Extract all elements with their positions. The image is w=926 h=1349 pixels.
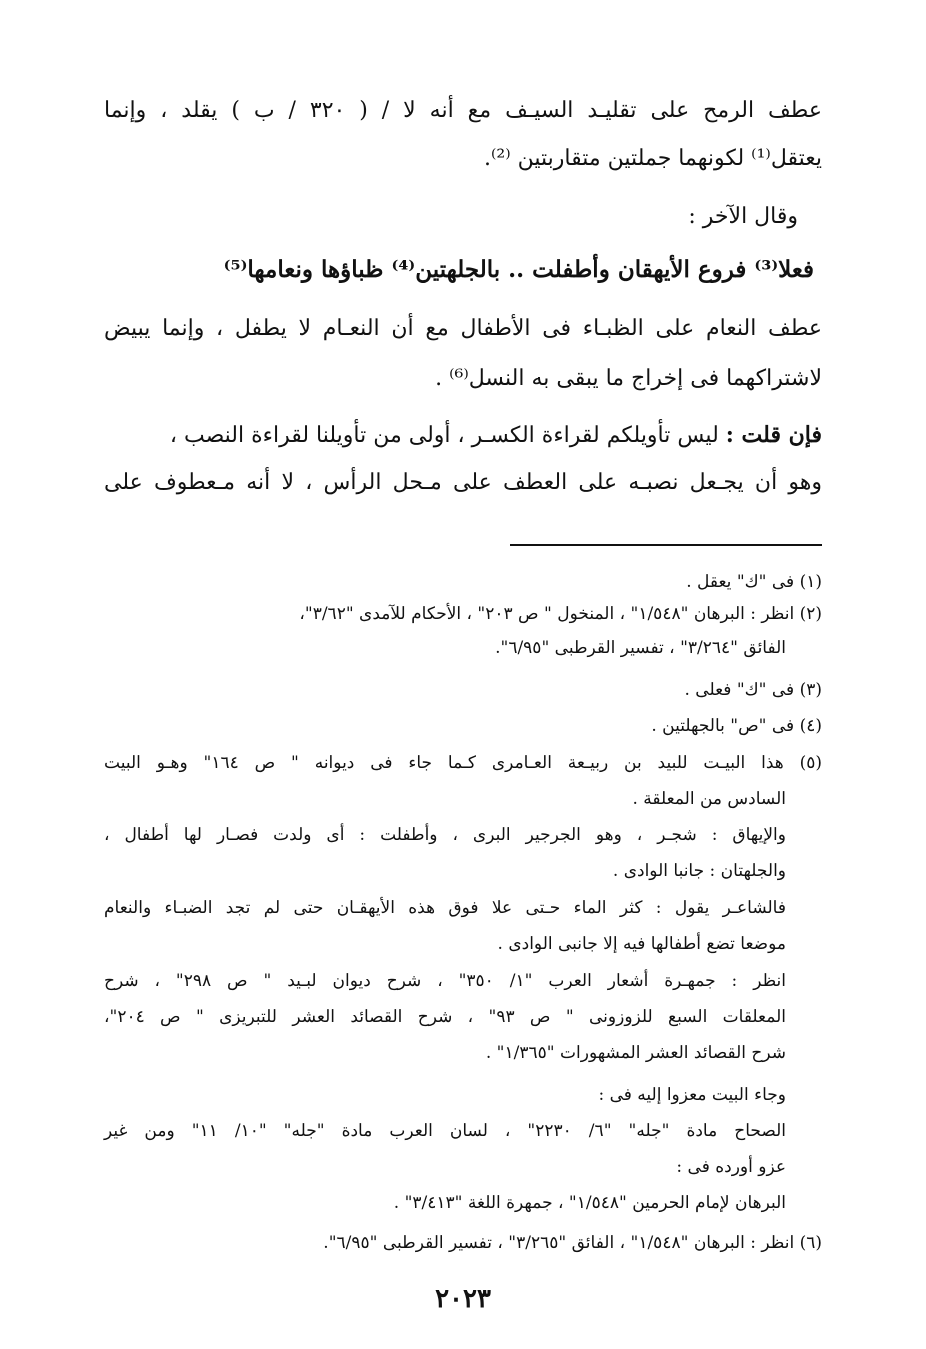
footnote-line: موضعا تضع أطفالها فيه إلا جانبى الوادى .: [497, 934, 786, 954]
body-line: يعتقل⁽¹⁾ لكونهما جملتين متقاربتين ⁽²⁾.: [484, 146, 822, 171]
footnote-line: الفائق "٣/٢٦٤" ، تفسير القرطبى "٦/٩٥".: [495, 638, 786, 658]
footnote-line: (٦) انظر : البرهان "١/٥٤٨" ، الفائق "٣/٢٦٥" ، تفسير القرطبى "٦/٩٥".: [323, 1233, 822, 1253]
footnote-line: الصحاح مادة "جله" "٦/ ٢٢٣٠" ، لسان العرب مادة "جله" "١٠/ ١١" ومن غير: [104, 1121, 786, 1141]
objection-line: [104, 422, 822, 448]
footnote-line: والجلهتان : جانبا الوادى .: [612, 861, 786, 881]
footnote-line: المعلقات السبع للزوزونى " ص ٩٣" ، شرح القصائد العشر للتبريزى " ص ٢٠٤"،: [104, 1007, 786, 1027]
body-line: وهو أن يجـعل نصبـه على العطف على مـحل الرأس ، لا أنه مـعطوف على: [104, 470, 822, 495]
poetry-verse: فعلا⁽³⁾ فروع الأيهقان وأطفلت .. بالجلهتين⁽⁴⁾ ظباؤها ونعامها⁽⁵⁾: [223, 256, 814, 283]
page-number: ٢٠٢٣: [435, 1284, 491, 1314]
footnote-line: (٥) هذا البيـت للبيد بن ربيـعة العـامرى كـما جاء فى ديوانه " ص ١٦٤" وهـو البيت: [104, 753, 823, 773]
footnote-line: عزو أورده فى :: [676, 1157, 786, 1177]
footnote-line: (٤) فى "ص" بالجهلتين .: [651, 716, 822, 736]
body-line: لاشتراكهما فى إخراج ما يبقى به النسل⁽⁶⁾ .: [435, 366, 822, 391]
footnote-line: البرهان لإمام الحرمين "١/٥٤٨" ، جمهرة اللغة "٣/٤١٣" .: [393, 1193, 786, 1213]
footnote-separator: [510, 544, 822, 546]
footnote-line: انظر : جمهـرة أشعار العرب "١/ ٣٥٠" ، شرح ديوان لبـيد " ص ٢٩٨" ، شرح: [104, 971, 786, 991]
footnote-line: (٢) انظر : البرهان "١/٥٤٨" ، المنخول " ص ٢٠٣" ، الأحكام للآمدى "٣/٦٢"،: [299, 604, 822, 624]
footnote-line: (١) فى "ك" يعقل .: [686, 572, 822, 592]
body-line: عطف الرمح على تقليـد السيـف مع أنه لا / ( ٣٢٠ / ب ) يقلد ، وإنما: [104, 98, 822, 123]
footnote-line: والإيهاق : شجـر ، وهو الجرجير البرى ، وأطفلت : أى ولدت فصـار لها أطفال ،: [104, 825, 786, 845]
footnote-line: فالشاعـر يقول : كثر الماء حـتى علا فوق هذه الأيهقـان حتى لم تجد الضبـاء والنعام: [104, 898, 786, 918]
footnote-line: وجاء البيت معزوا إليه فى :: [598, 1085, 786, 1105]
body-line: وقال الآخر :: [688, 204, 798, 229]
body-line: عطف النعام على الظبـاء فى الأطفال مع أن النعـام لا يطفل ، وإنما يبيض: [104, 316, 822, 341]
objection-text: ليس تأويلكم لقراءة الكسـر ، أولى من تأويلنا لقراءة النصب ،: [169, 423, 719, 448]
footnote-line: شرح القصائد العشر المشهورات "١/٣٦٥" .: [485, 1043, 786, 1063]
footnote-line: (٣) فى "ك" فعلى .: [684, 680, 822, 700]
objection-lead: فإن قلت :: [725, 422, 822, 448]
footnote-line: السادس من المعلقة .: [632, 789, 786, 809]
